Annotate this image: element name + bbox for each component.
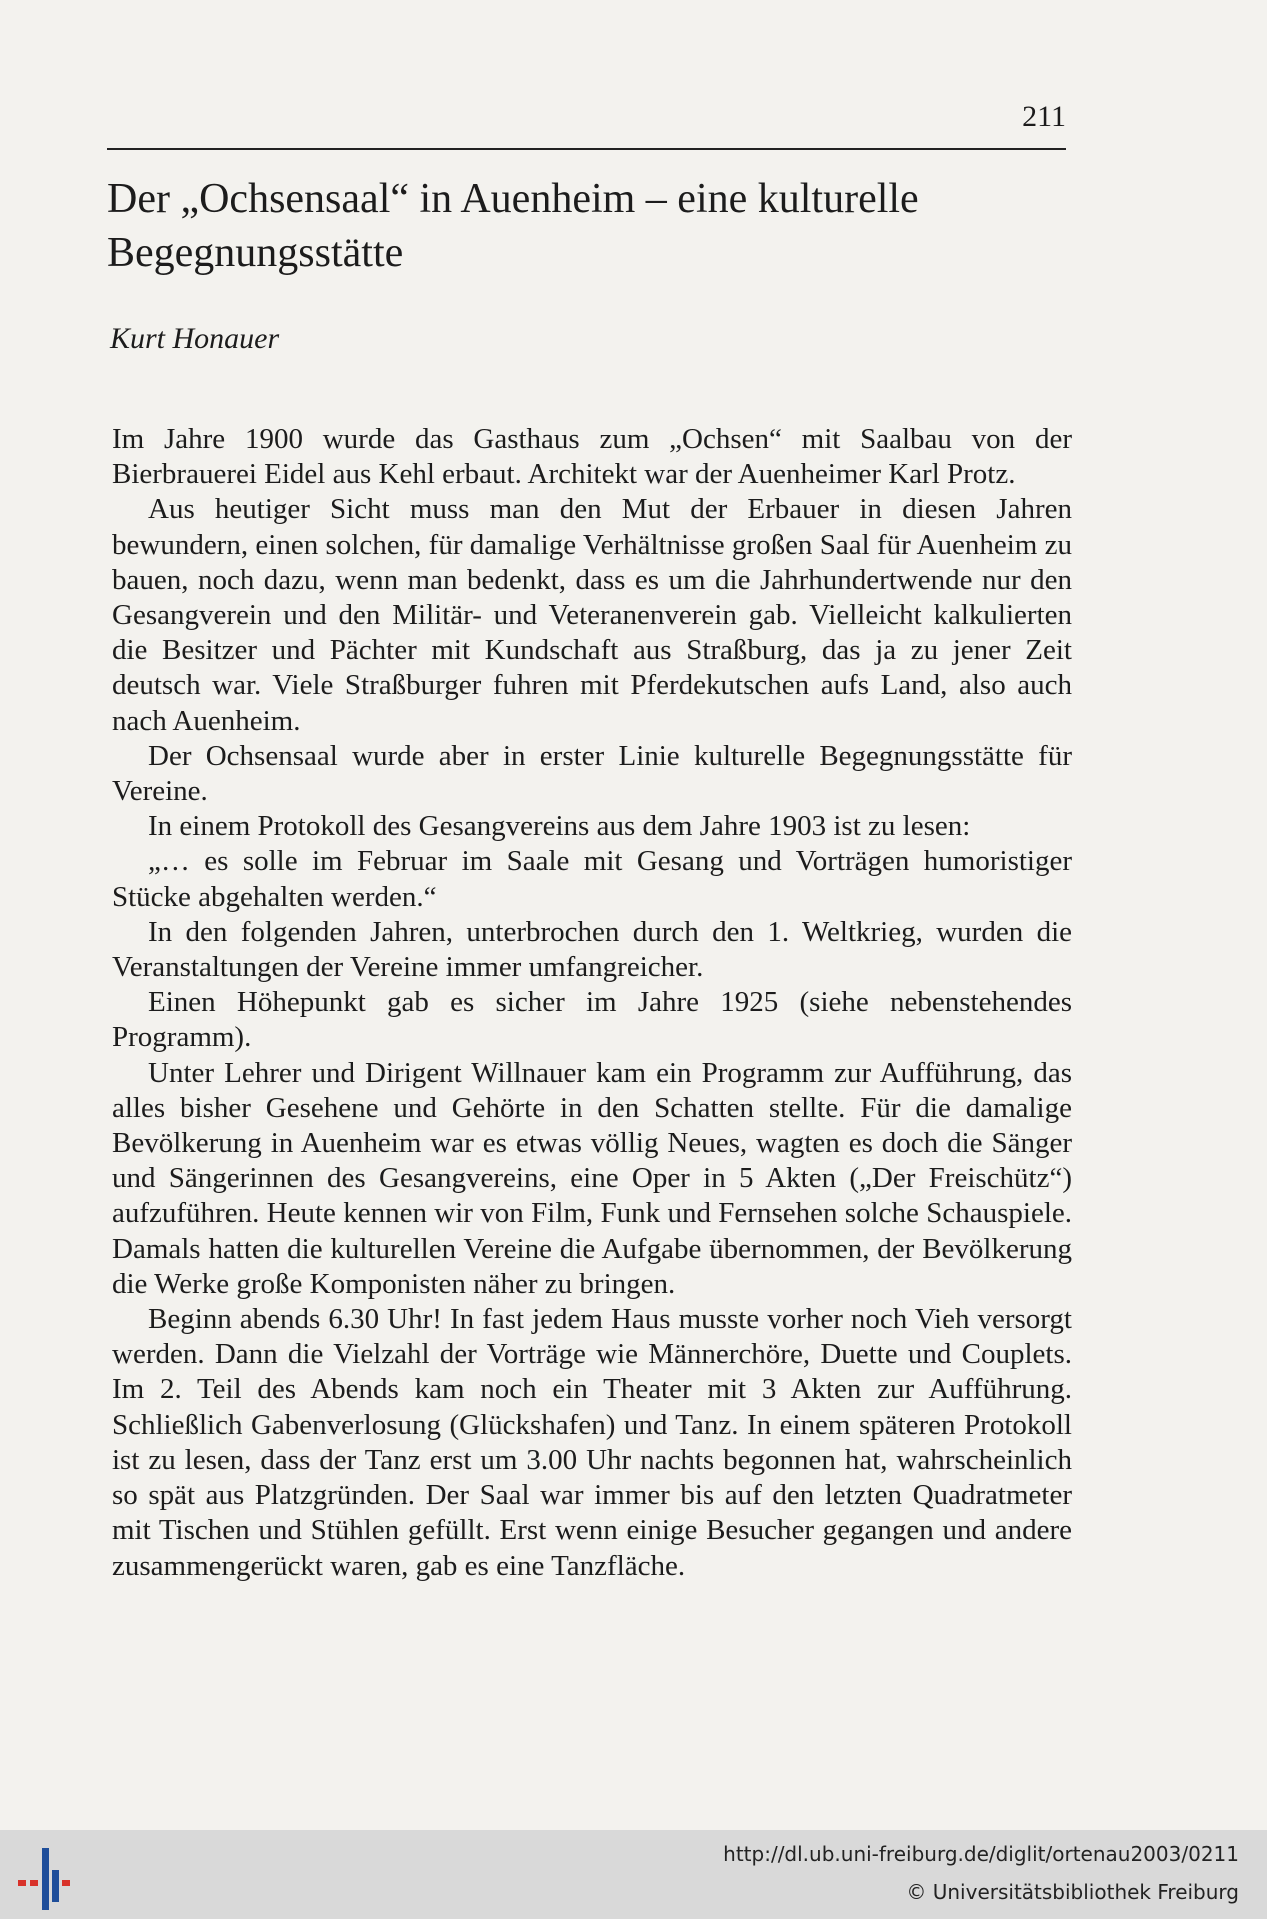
article-title: Der „Ochsensaal“ in Auenheim – eine kulturelle Begegnungsstätte bbox=[107, 176, 919, 276]
paragraph: Beginn abends 6.30 Uhr! In fast jedem Haus musste vorher noch Vieh versorgt werden. Dann die Vielzahl der Vorträge wie Männerchöre, Duette und Couplets. Im 2. Teil des Abends kam noch ein Theater mit 3 Akten zur Aufführung. Schließlich Gabenverlosung (Glückshafen) und Tanz. In einem späteren Protokoll ist zu lesen, dass der Tanz erst um 3.00 Uhr nachts begonnen hat, wahrscheinlich so spät aus Platzgründen. Der Saal war immer bis auf den letzten Quadratmeter mit Tischen und Stühlen gefüllt. Erst wenn einige Besucher gegangen und andere zusammengerückt waren, gab es eine Tanzfläche. bbox=[112, 1303, 1072, 1582]
quote-paragraph: „… es solle im Februar im Saale mit Gesang und Vorträgen humoristiger Stücke abgehalten werden.“ bbox=[112, 845, 1072, 913]
footer-bar bbox=[0, 1830, 1267, 1919]
paragraph: Einen Höhepunkt gab es sicher im Jahre 1925 (siehe nebenstehendes Programm). bbox=[112, 986, 1072, 1054]
paragraph: In einem Protokoll des Gesangvereins aus dem Jahre 1903 ist zu lesen: bbox=[148, 810, 971, 843]
paragraph: Der Ochsensaal wurde aber in erster Linie kulturelle Begegnungsstätte für Vereine. bbox=[112, 739, 1072, 808]
header-rule bbox=[107, 148, 1066, 150]
article-body bbox=[112, 422, 1072, 1584]
paragraph: Aus heutiger Sicht muss man den Mut der Erbauer in diesen Jahren bewundern, einen solchen, für damalige Verhältnisse großen Saal für Auenheim zu bauen, noch dazu, wenn man bedenkt, dass es um die Jahrhundertwende nur den Gesangverein und den Militär- und Veteranenverein gab. Vielleicht kalkulierten die Besitzer und Pächter mit Kundschaft aus Straßburg, das ja zu jener Zeit deutsch war. Viele Straßburger fuhren mit Pferdekutschen aufs Land, also auch nach Auenheim. bbox=[112, 493, 1072, 737]
permalink-url[interactable]: http://dl.ub.uni-freiburg.de/diglit/ortenau2003/0211 bbox=[723, 1842, 1239, 1866]
page-number: 211 bbox=[1022, 100, 1066, 133]
paragraph: Im Jahre 1900 wurde das Gasthaus zum „Ochsen“ mit Saalbau von der Bierbrauerei Eidel aus Kehl erbaut. Architekt war der Auenheimer Karl Protz. bbox=[112, 423, 1072, 491]
copyright-notice: © Universitätsbibliothek Freiburg bbox=[906, 1880, 1239, 1904]
article-author: Kurt Honauer bbox=[110, 322, 280, 355]
paragraph: Unter Lehrer und Dirigent Willnauer kam ein Programm zur Aufführung, das alles bisher Gesehene und Gehörte in den Schatten stellte. Für die damalige Bevölkerung in Auenheim war es etwas völlig Neues, wagten es doch die Sänger und Sängerinnen des Gesangvereins, eine Oper in 5 Akten („Der Freischütz“) aufzuführen. Heute kennen wir von Film, Funk und Fernsehen solche Schauspiele. Damals hatten die kulturellen Vereine die Aufgabe übernommen, der Bevölkerung die Werke große Komponisten näher zu bringen. bbox=[112, 1056, 1072, 1300]
ub-freiburg-logo-icon[interactable] bbox=[18, 1840, 76, 1910]
paragraph: In den folgenden Jahren, unterbrochen durch den 1. Weltkrieg, wurden die Veranstaltungen der Vereine immer umfangreicher. bbox=[112, 915, 1072, 984]
